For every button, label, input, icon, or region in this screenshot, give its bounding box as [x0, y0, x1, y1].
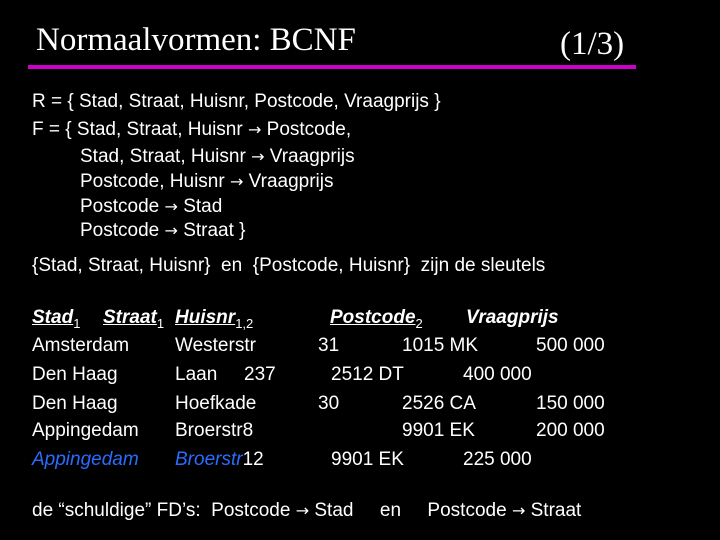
- keys-statement: {Stad, Straat, Huisnr} en {Postcode, Huisnr} zijn de sleutels: [32, 255, 546, 276]
- fd-rhs: Stad: [183, 196, 223, 217]
- table-cell-stad: Den Haag: [32, 393, 118, 414]
- table-cell-postcode: 1015 MK: [402, 335, 479, 356]
- table-cell-vraagprijs: 500 000: [536, 335, 605, 356]
- table-cell-vraagprijs: 225 000: [463, 449, 532, 470]
- title-divider: [28, 65, 636, 69]
- relation-schema: R = { Stad, Straat, Huisnr, Postcode, Vraagprijs }: [32, 91, 441, 112]
- arrow-icon: →: [229, 172, 244, 191]
- fd-rhs: Vraagprijs: [248, 171, 334, 192]
- arrow-icon: →: [164, 197, 178, 216]
- fd-lhs: Postcode, Huisnr: [80, 171, 225, 192]
- fd-lhs: Postcode: [427, 500, 507, 521]
- table-cell-straat: Hoefkade: [175, 393, 257, 414]
- table-cell-straat: Westerstr: [175, 335, 256, 356]
- fd-line-1: [32, 118, 351, 142]
- table-header-vraagprijs: [466, 306, 559, 330]
- fd-rhs: Vraagprijs: [269, 146, 355, 167]
- table-cell-stad: Appingedam: [32, 420, 139, 441]
- fd-lhs: Postcode: [211, 500, 291, 521]
- fd-rhs: Stad: [314, 500, 354, 521]
- table-header-stad: [32, 306, 80, 336]
- table-cell-huisnr: 31: [318, 335, 340, 356]
- arrow-icon: →: [511, 501, 526, 520]
- straat-text: Broerstr: [175, 420, 243, 441]
- table-cell-stad: Amsterdam: [32, 335, 130, 356]
- table-cell-postcode: 2526 CA: [402, 393, 476, 414]
- table-cell-huisnr: 30: [318, 393, 340, 414]
- header-label: Vraagprijs: [466, 307, 559, 328]
- header-label: Postcode: [330, 307, 416, 328]
- arrow-icon: →: [247, 120, 262, 139]
- straat-text-highlight: Broerstr: [175, 449, 243, 470]
- arrow-icon: →: [295, 501, 310, 520]
- fd-lhs: Postcode: [80, 196, 160, 217]
- table-cell-huisnr: 237: [244, 364, 276, 385]
- arrow-icon: →: [164, 221, 178, 240]
- table-header-huisnr: [175, 306, 253, 336]
- table-cell-postcode: 9901 EK: [331, 449, 404, 470]
- huisnr-text: 8: [242, 420, 254, 441]
- fd-rhs: Straat: [530, 500, 582, 521]
- fd-line-3: [80, 170, 334, 194]
- fd-line-4: [80, 195, 222, 219]
- table-cell-straat: Laan: [175, 364, 218, 385]
- table-cell-vraagprijs: 400 000: [463, 364, 532, 385]
- table-header-straat: [103, 306, 164, 336]
- fd-lhs: Stad, Straat, Huisnr: [80, 146, 246, 167]
- fd-lhs: Stad, Straat, Huisnr: [76, 119, 243, 140]
- arrow-icon: →: [251, 147, 265, 166]
- fd-set-prefix: F = {: [32, 119, 77, 140]
- footer-prefix: de “schuldige” FD’s:: [32, 500, 201, 521]
- table-cell-vraagprijs: 150 000: [536, 393, 605, 414]
- table-cell-vraagprijs: 200 000: [536, 420, 605, 441]
- table-cell-stad-highlight: Appingedam: [32, 449, 139, 470]
- table-header-postcode: [330, 306, 423, 336]
- fd-line-2: [80, 145, 355, 169]
- guilty-fds-line: [32, 499, 581, 523]
- header-subscript: 1: [156, 316, 165, 331]
- header-label: Stad: [32, 307, 74, 328]
- slide-title: Normaalvormen: BCNF: [36, 22, 356, 58]
- huisnr-text: 12: [242, 449, 264, 470]
- header-label: Huisnr: [175, 307, 236, 328]
- page-indicator: (1/3): [560, 26, 625, 62]
- header-subscript: 2: [415, 316, 423, 331]
- fd-rhs: Straat }: [183, 220, 246, 241]
- table-cell-straat: [175, 448, 264, 472]
- header-subscript: 1: [73, 316, 81, 331]
- table-cell-straat: [175, 419, 253, 443]
- table-cell-stad: Den Haag: [32, 364, 118, 385]
- table-cell-postcode: 9901 EK: [402, 420, 475, 441]
- fd-rhs: Postcode,: [266, 119, 352, 140]
- footer-conjunction: en: [379, 500, 402, 521]
- fd-lhs: Postcode: [80, 220, 160, 241]
- header-label: Straat: [103, 307, 157, 328]
- header-subscript: 1,2: [235, 316, 254, 331]
- fd-line-5: [80, 219, 246, 243]
- table-cell-postcode: 2512 DT: [331, 364, 404, 385]
